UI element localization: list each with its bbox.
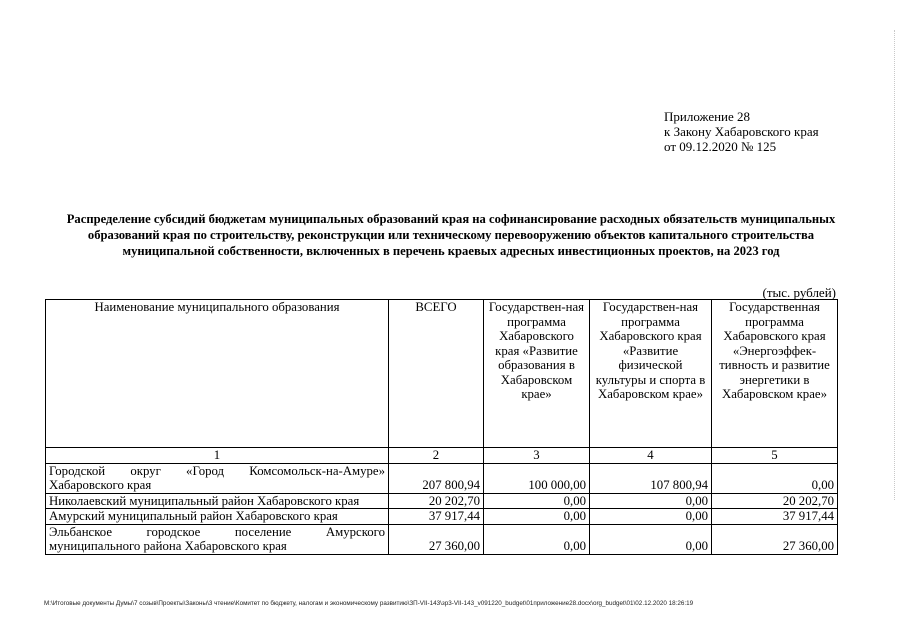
energy-program-value: 0,00: [712, 463, 838, 493]
column-number: 3: [484, 448, 590, 464]
energy-program-value: 37 917,44: [712, 509, 838, 525]
column-header: Наименование муниципального образования: [46, 300, 389, 448]
margin-marks: [892, 30, 895, 500]
column-number: 1: [46, 448, 389, 464]
sport-program-value: 0,00: [590, 509, 712, 525]
column-number: 5: [712, 448, 838, 464]
column-header: Государственная программа Хабаровского края «Энергоэффек-тивность и развитие энергетики в Хабаровском крае»: [712, 300, 838, 448]
column-numbers-row: [46, 448, 838, 464]
education-program-value: 0,00: [484, 509, 590, 525]
municipality-name: Городской округ «Город Комсомольск-на-Амуре» Хабаровского края: [46, 463, 389, 493]
file-path-footer: M:\Итоговые документы Думы\7 созыв\Проекты\Законы\3 чтение\Комитет по бюджету, налогам и экономическому развитию\ЗП-VII-143\зр3-VII-143_v091220_budget\01приложение28.docx\org_budget\01\02.12.2020 18:26:19: [44, 600, 694, 607]
education-program-value: 0,00: [484, 493, 590, 509]
table-row: [46, 524, 838, 554]
total-value: 37 917,44: [389, 509, 484, 525]
appendix-block: [664, 109, 819, 154]
sport-program-value: 0,00: [590, 524, 712, 554]
sport-program-value: 0,00: [590, 493, 712, 509]
table-row: [46, 509, 838, 525]
total-value: 20 202,70: [389, 493, 484, 509]
education-program-value: 0,00: [484, 524, 590, 554]
column-header: ВСЕГО: [389, 300, 484, 448]
document-title: Распределение субсидий бюджетам муниципальных образований края на софинансирование расходных обязательств муниципальных образований края по строительству, реконструкции или техническому перевооружению объектов капитального строительства муниципальной собственности, включенных в перечень краевых адресных инвестиционных проектов, на 2023 год: [66, 212, 836, 258]
column-number: 2: [389, 448, 484, 464]
table-row: [46, 463, 838, 493]
table-row: [46, 493, 838, 509]
municipality-name: Эльбанское городское поселение Амурского муниципального района Хабаровского края: [46, 524, 389, 554]
appendix-line: от 09.12.2020 № 125: [664, 139, 777, 154]
education-program-value: 100 000,00: [484, 463, 590, 493]
column-header: Государствен-ная программа Хабаровского края «Развитие физической культуры и спорта в Хабаровском крае»: [590, 300, 712, 448]
table-header: [46, 300, 838, 448]
energy-program-value: 20 202,70: [712, 493, 838, 509]
total-value: 27 360,00: [389, 524, 484, 554]
municipality-name: Амурский муниципальный район Хабаровского края: [46, 509, 389, 525]
column-number: 4: [590, 448, 712, 464]
sport-program-value: 107 800,94: [590, 463, 712, 493]
appendix-line: к Закону Хабаровского края: [664, 124, 819, 139]
total-value: 207 800,94: [389, 463, 484, 493]
municipality-name: Николаевский муниципальный район Хабаровского края: [46, 493, 389, 509]
energy-program-value: 27 360,00: [712, 524, 838, 554]
units-label: (тыс. рублей): [762, 285, 836, 300]
subsidy-table: [45, 299, 838, 555]
column-header: Государствен-ная программа Хабаровского края «Развитие образования в Хабаровском крае»: [484, 300, 590, 448]
appendix-line: Приложение 28: [664, 109, 751, 124]
